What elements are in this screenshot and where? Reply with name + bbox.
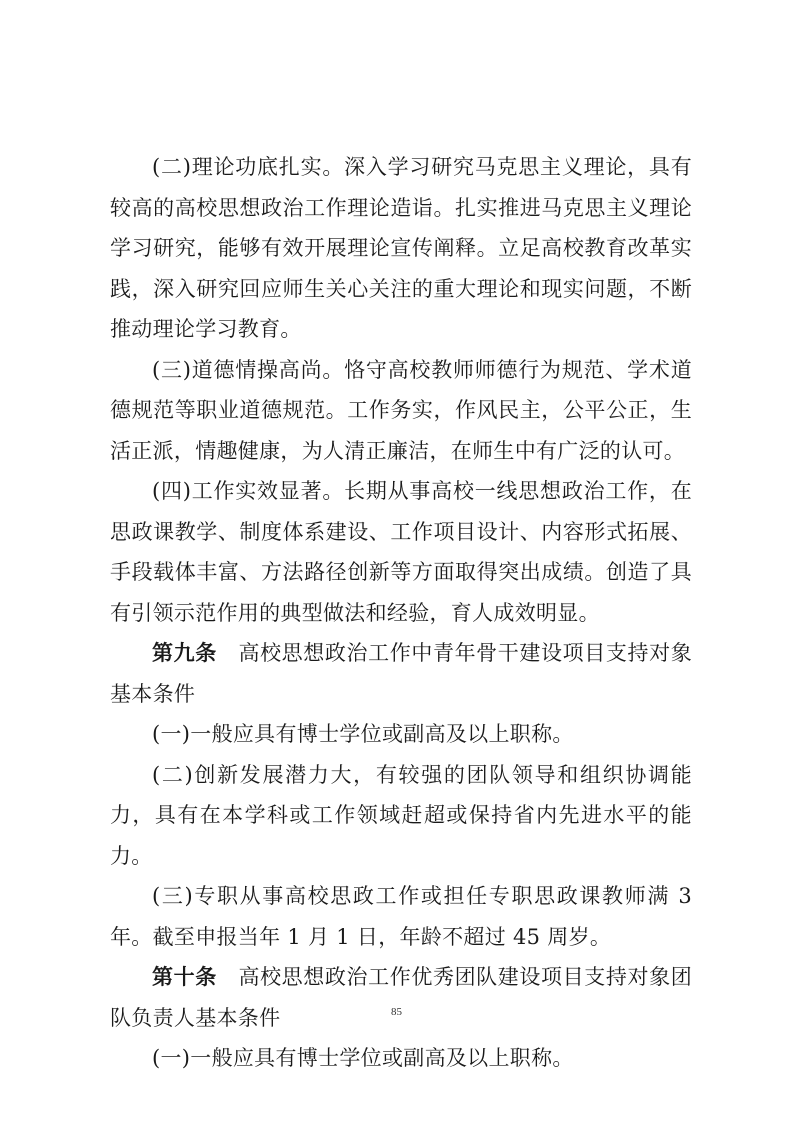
paragraph-team-leader-degree [110, 1038, 692, 1079]
paragraph-text: (一)一般应具有博士学位或副高及以上职称。 [152, 722, 574, 746]
paragraph-text: (三)专职从事高校思政工作或担任专职思政课教师满 3 年。截至申报当年 1 月 1 日，年龄不超过 45 周岁。 [110, 884, 699, 949]
article-text: 高校思想政治工作优秀团队建设项目支持对象团队负责人基本条件 [110, 965, 692, 1030]
article-heading: 第九条 [152, 641, 217, 665]
article-nine [110, 633, 692, 714]
paragraph-innovation [110, 755, 692, 877]
paragraph-text: (四)工作实效显著。长期从事高校一线思想政治工作，在思政课教学、制度体系建设、工作项目设计、内容形式拓展、手段载体丰富、方法路径创新等方面取得突出成绩。创造了具有引领示范作用的典型做法和经验，育人成效明显。 [110, 479, 692, 625]
article-ten [110, 957, 692, 1038]
paragraph-text: (二)创新发展潜力大，有较强的团队领导和组织协调能力，具有在本学科或工作领域赶超或保持省内先进水平的能力。 [110, 762, 692, 868]
paragraph-tenure-age [110, 876, 699, 957]
article-text: 高校思想政治工作中青年骨干建设项目支持对象基本条件 [110, 641, 692, 706]
paragraph-morality [110, 350, 692, 472]
paragraph-text: (二)理论功底扎实。深入学习研究马克思主义理论，具有较高的高校思想政治工作理论造诣。扎实推进马克思主义理论学习研究，能够有效开展理论宣传阐释。立足高校教育改革实践，深入研究回应师生关心关注的重大理论和现实问题，不断推动理论学习教育。 [110, 155, 692, 341]
document-body [110, 147, 699, 1079]
page-number: 85 [391, 1006, 402, 1018]
paragraph-theory [110, 147, 692, 350]
paragraph-effectiveness [110, 471, 692, 633]
paragraph-text: (一)一般应具有博士学位或副高及以上职称。 [152, 1046, 574, 1070]
paragraph-text: (三)道德情操高尚。恪守高校教师师德行为规范、学术道德规范等职业道德规范。工作务实，作风民主，公平公正，生活正派，情趣健康，为人清正廉洁，在师生中有广泛的认可。 [110, 357, 692, 463]
paragraph-degree-requirement [110, 714, 692, 755]
article-heading: 第十条 [152, 965, 217, 989]
